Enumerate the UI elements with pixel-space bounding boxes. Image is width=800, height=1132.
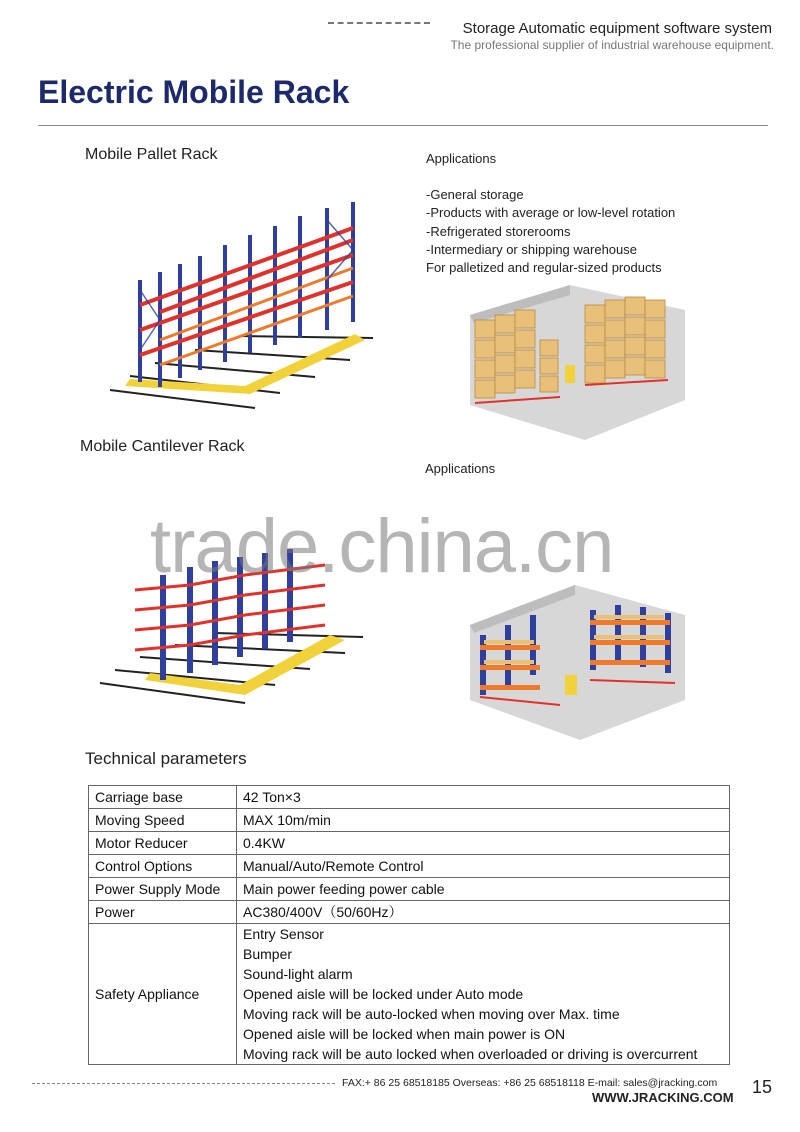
pallet-applications-label: Applications: [426, 151, 497, 166]
table-row: [89, 786, 730, 809]
safety-item: Sound-light alarm: [243, 966, 353, 982]
table-row: [89, 901, 730, 924]
mobile-pallet-rack-image: [105, 200, 380, 410]
watermark: trade.china.cn: [150, 504, 614, 589]
footer-contact: FAX:+ 86 25 68518185 Overseas: +86 25 68518118 E-mail: sales@jracking.com: [342, 1077, 718, 1089]
param-key: Moving Speed: [89, 809, 237, 832]
safety-item: Bumper: [243, 946, 293, 962]
footer-dash-line: [32, 1083, 335, 1084]
safety-item: Opened aisle will be locked when main power is ON: [243, 1026, 566, 1042]
pallet-warehouse-image: [470, 285, 685, 440]
application-item: -Refrigerated storerooms: [426, 223, 571, 239]
pallet-rack-title: Mobile Pallet Rack: [85, 146, 218, 163]
technical-parameters-title: Technical parameters: [85, 749, 247, 768]
table-row: [89, 809, 730, 832]
safety-item: Moving rack will be auto-locked when moving over Max. time: [243, 1006, 620, 1022]
cantilever-warehouse-image: [470, 585, 685, 740]
param-key: Carriage base: [89, 786, 237, 809]
forklift-shape: [565, 675, 577, 695]
header-subtitle: The professional supplier of industrial warehouse equipment.: [450, 38, 774, 52]
param-value: AC380/400V（50/60Hz）: [237, 901, 730, 924]
param-key: Motor Reducer: [89, 832, 237, 855]
page-title: Electric Mobile Rack: [38, 74, 350, 110]
title-divider: [38, 125, 768, 126]
param-value: Manual/Auto/Remote Control: [237, 855, 730, 878]
pallet-applications-list: [426, 186, 675, 277]
param-value: Main power feeding power cable: [237, 878, 730, 901]
param-value: 0.4KW: [237, 832, 730, 855]
footer-website: WWW.JRACKING.COM: [592, 1090, 734, 1105]
application-item: For palletized and regular-sized products: [426, 260, 662, 276]
table-row: [89, 878, 730, 901]
param-value: MAX 10m/min: [237, 809, 730, 832]
param-key: Control Options: [89, 855, 237, 878]
application-item: -General storage: [426, 187, 524, 202]
param-key: Safety Appliance: [89, 924, 237, 1065]
safety-item: Moving rack will be auto locked when overloaded or driving is overcurrent: [243, 1046, 698, 1062]
technical-parameters-table: [88, 785, 730, 1065]
page-number: 15: [752, 1077, 773, 1097]
table-row: [89, 855, 730, 878]
header-title: Storage Automatic equipment software system: [462, 20, 772, 37]
safety-item: Entry Sensor: [243, 926, 324, 942]
safety-values: [237, 924, 730, 1065]
table-row: [89, 832, 730, 855]
param-value: 42 Ton×3: [237, 786, 730, 809]
param-key: Power: [89, 901, 237, 924]
header-dash-line: [328, 22, 430, 24]
forklift-shape: [565, 365, 575, 383]
application-item: -Intermediary or shipping warehouse: [426, 241, 637, 257]
application-item: -Products with average or low-level rotation: [426, 205, 676, 221]
cantilever-applications-label: Applications: [425, 461, 496, 476]
cantilever-rack-title: Mobile Cantilever Rack: [80, 438, 245, 455]
param-key: Power Supply Mode: [89, 878, 237, 901]
safety-item: Opened aisle will be locked under Auto mode: [243, 986, 524, 1002]
table-row: [89, 924, 730, 1065]
